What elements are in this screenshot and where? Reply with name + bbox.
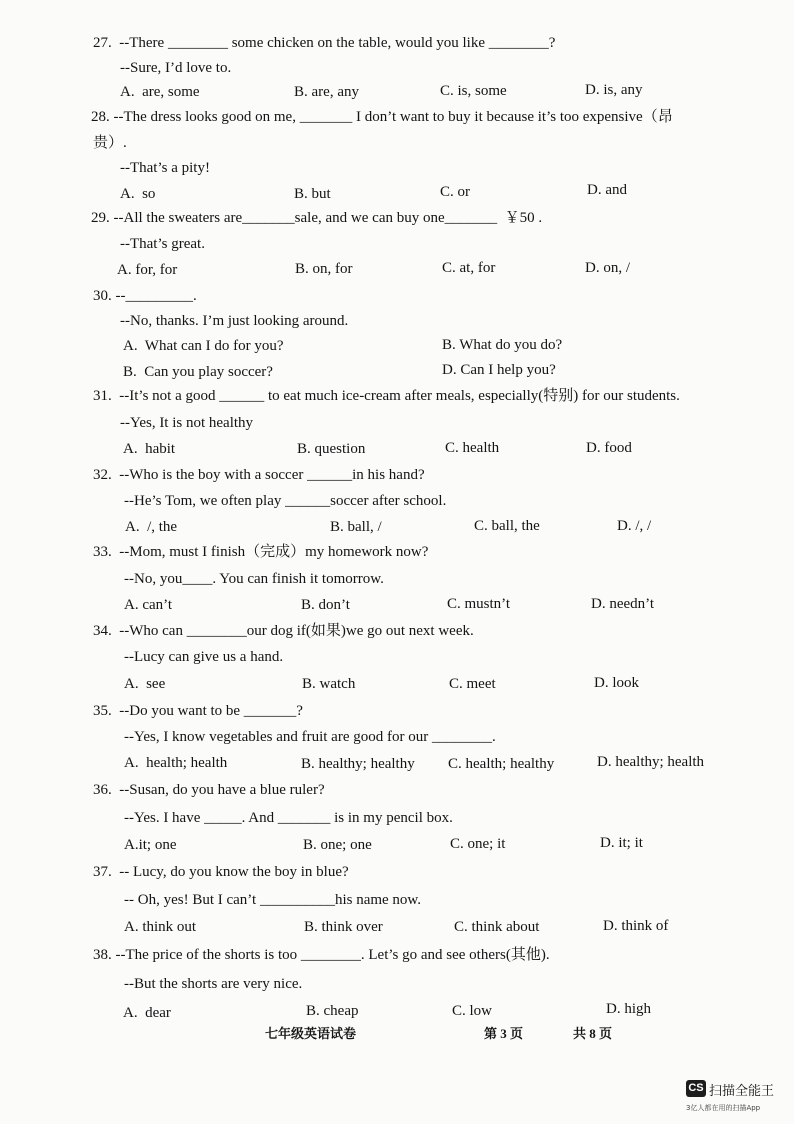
question-28-option-a: A. so: [120, 186, 156, 202]
question-27-stem: 27. --There ________ some chicken on the table, would you like ________?: [93, 35, 556, 51]
question-27-option-c: C. is, some: [440, 83, 507, 99]
question-32-option-a: A. /, the: [125, 519, 178, 535]
question-30-option-b: B. What do you do?: [442, 337, 563, 353]
question-34-option-d: D. look: [594, 675, 639, 691]
footer-page-number: 第 3 页: [484, 1026, 524, 1041]
camscanner-tagline: 3亿人都在用的扫描App: [686, 1104, 761, 1112]
question-27-reply: --Sure, I’d love to.: [120, 60, 232, 76]
question-36-option-b: B. one; one: [303, 837, 372, 853]
question-29-option-b: B. on, for: [295, 261, 353, 277]
question-37-option-c: C. think about: [454, 919, 540, 935]
question-30-option-a: A. What can I do for you?: [123, 338, 284, 354]
question-35-stem: 35. --Do you want to be _______?: [93, 703, 303, 719]
question-38-stem: 38. --The price of the shorts is too ________. Let’s go and see others(其他).: [93, 947, 550, 963]
question-38-option-b: B. cheap: [306, 1003, 359, 1019]
question-29-reply: --That’s great.: [120, 236, 205, 252]
camscanner-name: 扫描全能王: [709, 1084, 775, 1099]
question-27-option-d: D. is, any: [585, 82, 643, 98]
question-35-option-d: D. healthy; health: [597, 754, 705, 770]
question-30-reply: --No, thanks. I’m just looking around.: [120, 313, 349, 329]
question-28-option-d: D. and: [587, 182, 627, 198]
question-36-option-a: A.it; one: [124, 837, 177, 853]
question-31-reply: --Yes, It is not healthy: [120, 415, 254, 431]
question-33-option-a: A. can’t: [124, 597, 173, 613]
question-28-stem: 28. --The dress looks good on me, _______ I don’t want to buy it because it’s too expensive（昂: [91, 109, 673, 125]
question-37-reply: -- Oh, yes! But I can’t __________his name now.: [124, 892, 422, 908]
question-36-stem: 36. --Susan, do you have a blue ruler?: [93, 782, 325, 798]
question-28-option-c: C. or: [440, 184, 470, 200]
question-34-option-c: C. meet: [449, 676, 496, 692]
question-38-reply: --But the shorts are very nice.: [124, 976, 303, 992]
question-35-option-b: B. healthy; healthy: [301, 756, 415, 772]
question-29-option-c: C. at, for: [442, 260, 496, 276]
question-33-option-d: D. needn’t: [591, 596, 655, 612]
question-38-option-d: D. high: [606, 1001, 651, 1017]
question-33-reply: --No, you____. You can finish it tomorrow.: [124, 571, 384, 587]
question-38-option-a: A. dear: [123, 1005, 171, 1021]
question-34-option-a: A. see: [124, 676, 166, 692]
question-36-option-c: C. one; it: [450, 836, 506, 852]
question-35-reply: --Yes, I know vegetables and fruit are good for our ________.: [124, 729, 496, 745]
question-30-option-d: D. Can I help you?: [442, 362, 556, 378]
footer-total-pages: 共 8 页: [573, 1026, 613, 1041]
question-37-stem: 37. -- Lucy, do you know the boy in blue?: [93, 864, 349, 880]
question-37-option-b: B. think over: [304, 919, 383, 935]
question-27-option-a: A. are, some: [120, 84, 200, 100]
question-34-stem: 34. --Who can ________our dog if(如果)we go out next week.: [93, 623, 474, 639]
footer-exam-title: 七年级英语试卷: [265, 1026, 357, 1041]
question-31-option-b: B. question: [297, 441, 366, 457]
question-31-stem: 31. --It’s not a good ______ to eat much ice-cream after meals, especially(特别) for our students.: [93, 388, 680, 404]
question-28-stem-continued: 贵）.: [93, 135, 127, 151]
question-32-option-b: B. ball, /: [330, 519, 382, 535]
question-33-stem: 33. --Mom, must I finish（完成）my homework now?: [93, 544, 429, 560]
question-37-option-a: A. think out: [124, 919, 197, 935]
question-29-option-d: D. on, /: [585, 260, 630, 276]
question-33-option-b: B. don’t: [301, 597, 350, 613]
question-29-stem: 29. --All the sweaters are_______sale, and we can buy one_______ ￥50 .: [91, 210, 543, 226]
question-32-option-d: D. /, /: [617, 518, 652, 534]
question-38-option-c: C. low: [452, 1003, 493, 1019]
question-27-option-b: B. are, any: [294, 84, 359, 100]
question-31-option-d: D. food: [586, 440, 632, 456]
question-28-reply: --That’s a pity!: [120, 160, 210, 176]
question-34-option-b: B. watch: [302, 676, 356, 692]
question-32-option-c: C. ball, the: [474, 518, 540, 534]
question-31-option-c: C. health: [445, 440, 500, 456]
question-30-option-c: B. Can you play soccer?: [123, 364, 273, 380]
question-28-option-b: B. but: [294, 186, 331, 202]
question-31-option-a: A. habit: [123, 441, 176, 457]
question-36-reply: --Yes. I have _____. And _______ is in my pencil box.: [124, 810, 453, 826]
question-32-reply: --He’s Tom, we often play ______soccer after school.: [124, 493, 447, 509]
question-36-option-d: D. it; it: [600, 835, 643, 851]
question-33-option-c: C. mustn’t: [447, 596, 511, 612]
question-30-stem: 30. --_________.: [93, 288, 197, 304]
question-32-stem: 32. --Who is the boy with a soccer ______in his hand?: [93, 467, 425, 483]
question-37-option-d: D. think of: [603, 918, 669, 934]
question-35-option-a: A. health; health: [124, 755, 228, 771]
question-34-reply: --Lucy can give us a hand.: [124, 649, 284, 665]
question-35-option-c: C. health; healthy: [448, 756, 555, 772]
question-29-option-a: A. for, for: [117, 262, 178, 278]
camscanner-logo: CS: [686, 1080, 706, 1097]
